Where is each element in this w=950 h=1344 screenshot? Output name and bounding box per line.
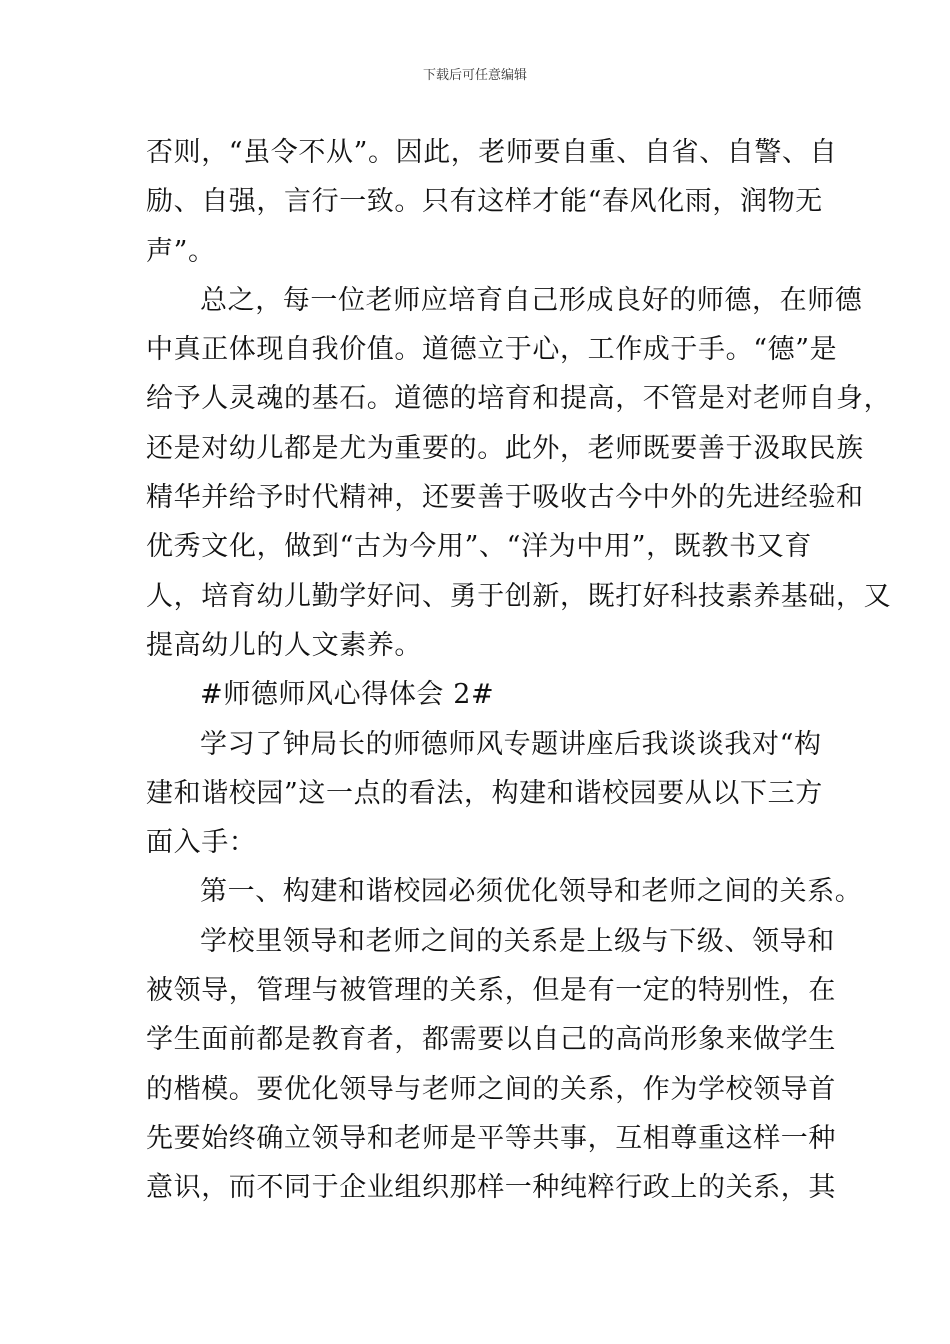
text-line: 的楷模。要优化领导与老师之间的关系，作为学校领导首 [146,1073,836,1105]
text-line: 被领导，管理与被管理的关系，但是有一定的特别性，在 [146,975,836,1007]
text-line: 建和谐校园”这一点的看法，构建和谐校园要从以下三方 [146,777,823,809]
text-line: 先要始终确立领导和老师是平等共事，互相尊重这样一种 [146,1122,836,1154]
text-line: 中真正体现自我价值。道德立于心，工作成于手。“德”是 [146,334,838,366]
text-line: 还是对幼儿都是尤为重要的。此外，老师既要善于汲取民族 [146,432,864,464]
text-line: 总之，每一位老师应培育自己形成良好的师德，在师德 [200,284,863,316]
text-line: 学习了钟局长的师德师风专题讲座后我谈谈我对“构 [200,728,822,760]
text-line: 第一、构建和谐校园必须优化领导和老师之间的关系。 [200,876,863,908]
text-line: 否则，“虽令不从”。因此，老师要自重、自省、自警、自 [146,137,838,168]
text-line: 精华并给予时代精神，还要善于吸收古今中外的先进经验和 [146,482,864,514]
page-header: 下载后可任意编辑 [422,68,527,83]
text-line: 面入手： [146,827,257,859]
document-body [146,128,892,1213]
text-line: 学生面前都是教育者，都需要以自己的高尚形象来做学生 [146,1024,836,1056]
text-line: 人，培育幼儿勤学好问、勇于创新，既打好科技素养基础，又 [146,580,892,612]
text-line: 声”。 [146,235,216,267]
text-line: 意识，而不同于企业组织那样一种纯粹行政上的关系，其 [146,1172,836,1204]
text-line: #师德师风心得体会 2# [200,679,495,711]
text-line: 励、自强，言行一致。只有这样才能“春风化雨，润物无 [146,186,823,218]
text-line: 给予人灵魂的基石。道德的培育和提高，不管是对老师自身， [146,383,892,415]
text-line: 提高幼儿的人文素养。 [146,629,422,661]
text-line: 学校里领导和老师之间的关系是上级与下级、领导和 [200,925,835,957]
text-line: 优秀文化，做到“古为今用”、“洋为中用”，既教书又育 [146,531,812,563]
